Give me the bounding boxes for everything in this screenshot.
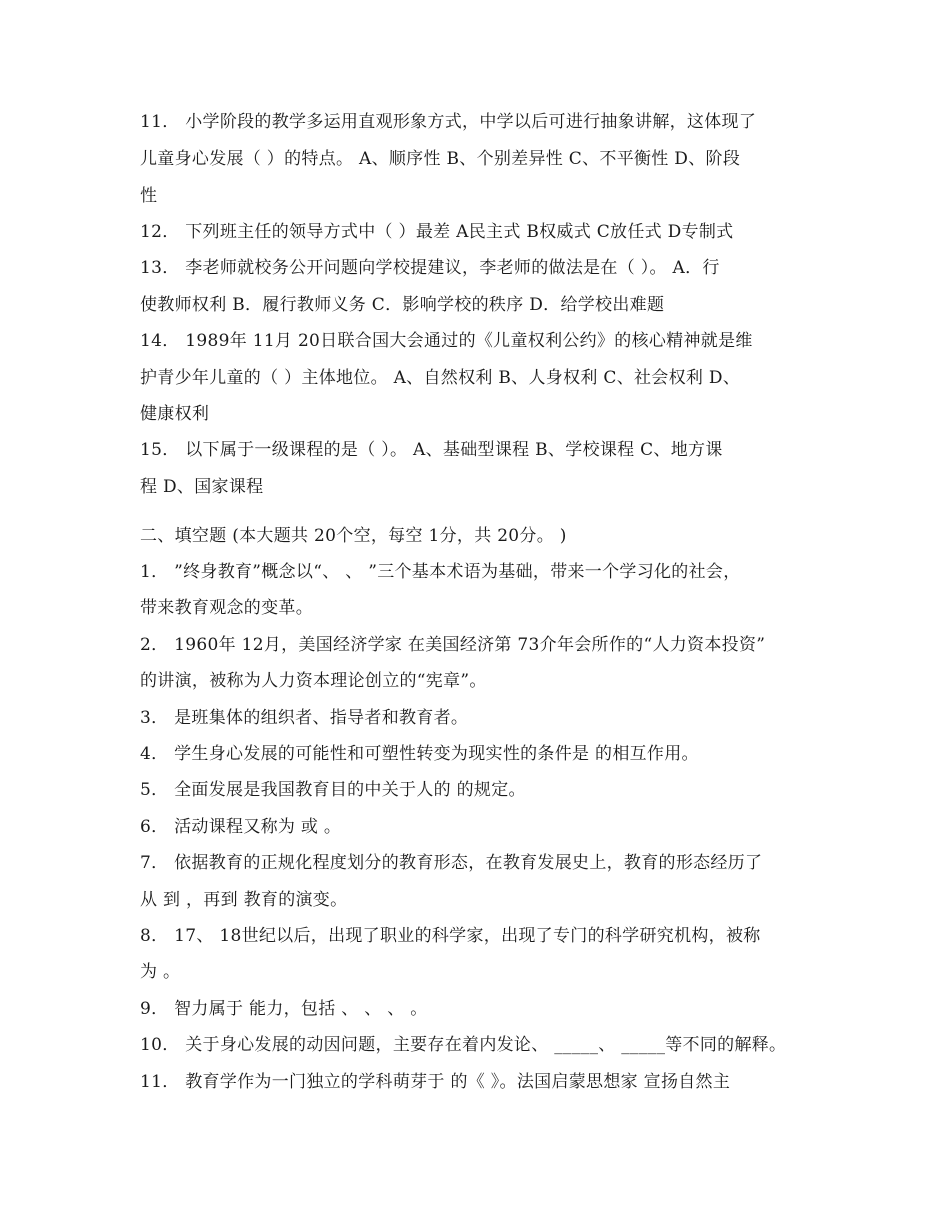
- text-line: 从 到 ，再到 教育的演变。: [140, 890, 348, 910]
- text-line: 10． 关于身心发展的动因问题，主要存在着内发论、 _____、 _____等不同的解释。: [140, 1035, 787, 1055]
- text-line: 6． 活动课程又称为 或 。: [140, 817, 342, 837]
- text-line: 儿童身心发展（ ）的特点。 A、顺序性 B、个别差异性 C、不平衡性 D、阶段: [140, 149, 741, 169]
- text-line: 15． 以下属于一级课程的是（ ）。 A、基础型课程 B、学校课程 C、地方课: [140, 440, 723, 460]
- text-line: 12． 下列班主任的领导方式中（ ）最差 A民主式 B权威式 C放任式 D专制式: [140, 222, 734, 242]
- text-line: 健康权利: [140, 404, 210, 424]
- text-line: 2． 1960年 12月，美国经济学家 在美国经济第 73介年会所作的“人力资本投资”: [140, 635, 766, 655]
- text-line: 程 D、国家课程: [140, 477, 264, 497]
- text-line: 使教师权利 B．履行教师义务 C．影响学校的秩序 D．给学校出难题: [140, 295, 665, 315]
- text-line: 5． 全面发展是我国教育目的中关于人的 的规定。: [140, 780, 526, 800]
- text-line: 3． 是班集体的组织者、指导者和教育者。: [140, 708, 469, 728]
- text-line: 带来教育观念的变革。: [140, 598, 313, 618]
- section-heading: 二、填空题 (本大题共 20个空，每空 1分，共 20分。 ): [140, 526, 567, 546]
- text-line: 7． 依据教育的正规化程度划分的教育形态，在教育发展史上，教育的形态经历了: [140, 853, 763, 873]
- text-line: 11． 小学阶段的教学多运用直观形象方式，中学以后可进行抽象讲解，这体现了: [140, 112, 757, 132]
- text-line: 护青少年儿童的（ ）主体地位。 A、自然权利 B、人身权利 C、社会权利 D、: [140, 368, 741, 388]
- text-line: 8． 17、 18世纪以后，出现了职业的科学家，出现了专门的科学研究机构，被称: [140, 926, 761, 946]
- text-line: 1． ”终身教育”概念以“、 、 ”三个基本术语为基础，带来一个学习化的社会，: [140, 562, 741, 582]
- text-line: 4． 学生身心发展的可能性和可塑性转变为现实性的条件是 的相互作用。: [140, 744, 699, 764]
- text-line: 14． 1989年 11月 20日联合国大会通过的《儿童权利公约》的核心精神就是维: [140, 331, 753, 351]
- text-line: 11． 教育学作为一门独立的学科萌芽于 的《 》。法国启蒙思想家 宣扬自然主: [140, 1072, 731, 1092]
- text-line: 13． 李老师就校务公开问题向学校提建议，李老师的做法是在（ ）。 A．行: [140, 258, 720, 278]
- text-line: 的讲演，被称为人力资本理论创立的“宪章”。: [140, 671, 487, 691]
- text-line: 为 。: [140, 962, 181, 982]
- text-line: 性: [140, 186, 158, 206]
- text-line: 9． 智力属于 能力，包括 、 、 、 。: [140, 999, 428, 1019]
